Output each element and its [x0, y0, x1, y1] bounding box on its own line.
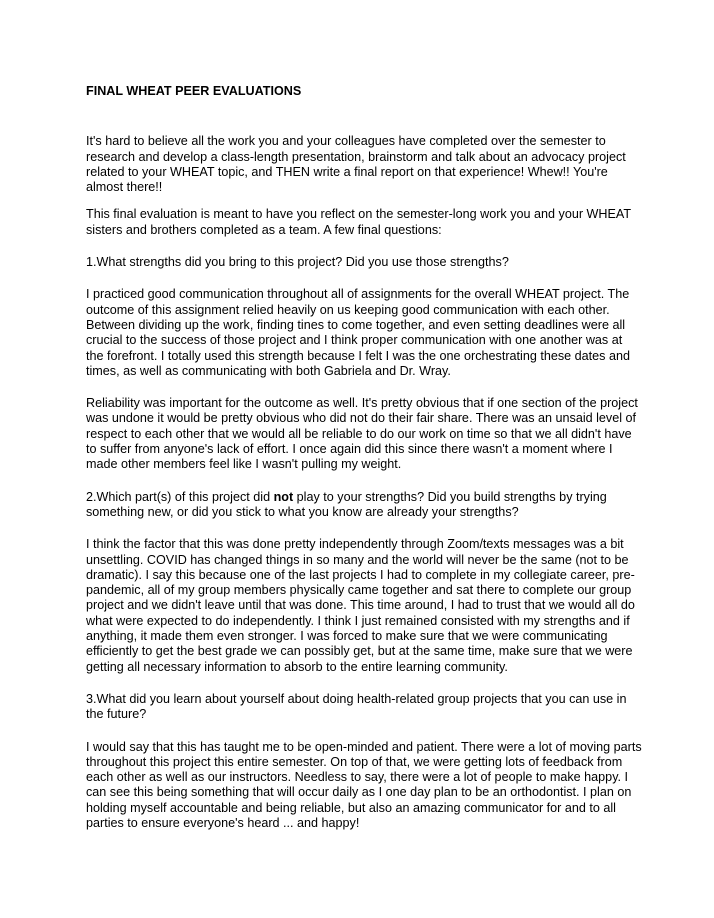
- question-1: 1.What strengths did you bring to this project? Did you use those strengths?: [86, 255, 509, 270]
- intro-paragraph-2: This final evaluation is meant to have you reflect on the semester-long work you and your WHEAT sisters and brothers completed as a team. A few final questions:: [86, 207, 631, 237]
- question-2-text-end: play to your strengths? Did you build strengths by trying something new, or did you stick to what you know are already your strengths?: [86, 489, 607, 519]
- answer-2: I think the factor that this was done pretty independently through Zoom/texts messages was a bit unsettling. COVID has changed things in so many and the world will never be the same (not to be dramatic). I say this because one of the last projects I had to complete in my collegiate career, pre-pandemic, all of my group members physically came together and sat there to complete our group project and we didn't leave until that was done. This time around, I had to trust that we would all do what were expected to do independently. I think I just remained consisted with my strengths and if anything, it made them even stronger. I was forced to make sure that we were communicating efficiently to get the best grade we can possibly get, but at the same time, make sure that we were getting all necessary information to absorb to the entire learning community.: [86, 537, 635, 674]
- question-2-text-start: 2.Which part(s) of this project did: [86, 489, 274, 504]
- answer-3: I would say that this has taught me to be open-minded and patient. There were a lot of moving parts throughout this project this entire semester. On top of that, we were getting lots of feedback from each other as well as our instructors. Needless to say, there were a lot of people to make happy. I can see this being something that will occur daily as I one day plan to be an orthodontist. I plan on holding myself accountable and being reliable, but also an amazing communicator for and to all parties to ensure everyone's heard ... and happy!: [86, 739, 642, 830]
- answer-1-paragraph-2: Reliability was important for the outcome as well. It's pretty obvious that if one section of the project was undone it would be pretty obvious who did not do their fair share. There was an unsaid level of respect to each other that we would all be reliable to do our work on time so that we all didn't have to suffer from anyone's lack of effort. I once again did this since there wasn't a moment where I made other members feel like I wasn't pulling my weight.: [86, 396, 638, 472]
- answer-1-paragraph-1: I practiced good communication throughout all of assignments for the overall WHEAT project. The outcome of this assignment relied heavily on us keeping good communication with each other. Between dividing up the work, finding tines to come together, and even setting deadlines were all crucial to the success of those project and I think proper communication with one another was at the forefront. I totally used this strength because I felt I was the one orchestrating these dates and times, as well as communicating with both Gabriela and Dr. Wray.: [86, 287, 630, 378]
- intro-paragraph: It's hard to believe all the work you and your colleagues have completed over the semester to research and develop a class-length presentation, brainstorm and talk about an advocacy project related to your WHEAT topic, and THEN write a final report on that experience! Whew!! You're almost there!!: [86, 134, 626, 195]
- question-3: 3.What did you learn about yourself about doing health-related group projects that you can use in the future?: [86, 691, 627, 722]
- document-title: FINAL WHEAT PEER EVALUATIONS: [86, 84, 302, 98]
- document-body: [86, 84, 642, 843]
- question-2-emphasis: not: [273, 489, 294, 504]
- question-2: [86, 490, 642, 521]
